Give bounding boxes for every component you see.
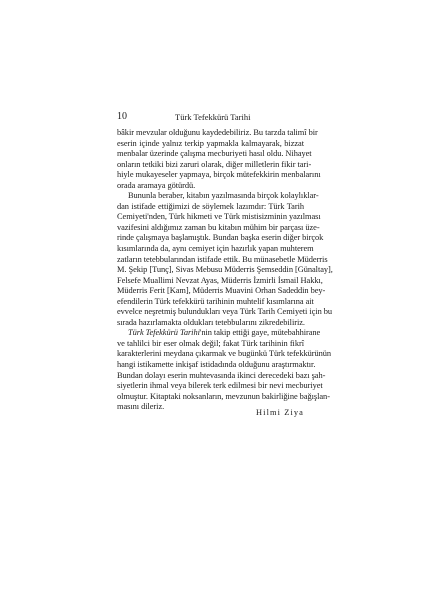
text-line: orada aramaya götürdü. [117,180,196,190]
text-line: Bundan dolayı eserin muhtevasında ikinci derecedeki bazı şah- [117,370,326,380]
author-signature: Hilmi Ziya [256,408,304,417]
text-line: M. Şekip [Tunç], Sivas Mebusu Müderris Şemseddin [Günaltay], [117,265,333,275]
paragraph [117,128,321,191]
text-line: sırada hazırlamakta oldukları tetebbularını zikredebiliriz. [117,317,305,327]
text-line: dan istifade ettiğimizi de söylemek lazımdır: Türk Tarih [117,201,304,211]
text-line: olmuştur. Kitaptaki noksanların, mevzunun bakirliğine bağışlan- [117,391,330,401]
text-line: karakterlerini meydana çıkarmak ve bugünkü Türk tefekkürünün [117,349,332,359]
text-line: siyetlerin ihmal veya bilerek terk edilmesi bir nevi mecburiyet [117,381,323,391]
text-line: kısımlarında da, aynı cemiyet için hazırlık yapan muhterem [117,244,314,254]
text-line: evvelce neşretmiş bulundukları veya Türk Tarih Cemiyeti için bu [117,307,333,317]
text-line: zatların tetebbularından istifade ettik. Bu münasebetle Müderris [117,254,328,264]
running-title: Türk Tefekkürü Tarihi [175,112,251,122]
paragraph [117,328,332,412]
text-line: efendilerin Türk tefekkürü tarihinin muhtelif kısımlarına ait [117,296,314,306]
text-line: ve tahlilci bir eser olmak değil; fakat Türk tarihinin fikrî [117,338,304,348]
text-line-with-italic-title: Türk Tefekkürü Tarihi'nin takip ettiği gaye, mütebahhirane [128,328,321,338]
text-line: Müderris Ferit [Kam], Müderris Muavini Orhan Sadeddin bey- [117,286,326,296]
page-number: 10 [117,111,127,122]
page-header [117,110,304,124]
text-line: rinde çalışmaya başlamıştık. Bundan başka eserin diğer birçok [117,233,324,243]
text-line: eserin içinde yalnız terkip yapmakla kalmayarak, bizzat [117,138,304,148]
text-line: menbalar üzerinde çalışma mecburiyeti hasıl oldu. Nihayet [117,149,312,159]
text-line: bâkir mevzular olduğunu kaydedebiliriz. Bu tarzda talimî bir [117,128,318,137]
text-line: onların tetkiki bizi zaruri olarak, diğer milletlerin fikir tari- [117,159,312,169]
paragraph [117,191,333,328]
text-line: Cemiyeti'nden, Türk hikmeti ve Türk mistisizminin yazılması [117,212,321,222]
text-line: masını dileriz. [117,402,165,412]
text-line: hangi istikamette inkişaf istidadında olduğunu araştırmaktır. [117,360,316,370]
text-line: hiyle mukayeseler yapmaya, birçok mütefekkirin menbalarını [117,170,321,180]
italic-book-title: Türk Tefekkürü Tarihi [128,328,200,338]
body-text [117,128,333,413]
text-line: Felsefe Muallimi Nevzat Ayas, Müderris İzmirli İsmail Hakkı, [117,275,323,285]
text-line: vazifesini aldığımız zaman bu kitabın mühim bir parçası üze- [117,222,320,232]
text-line: Bununla beraber, kitabın yazılmasında birçok kolaylıklar- [128,191,319,201]
